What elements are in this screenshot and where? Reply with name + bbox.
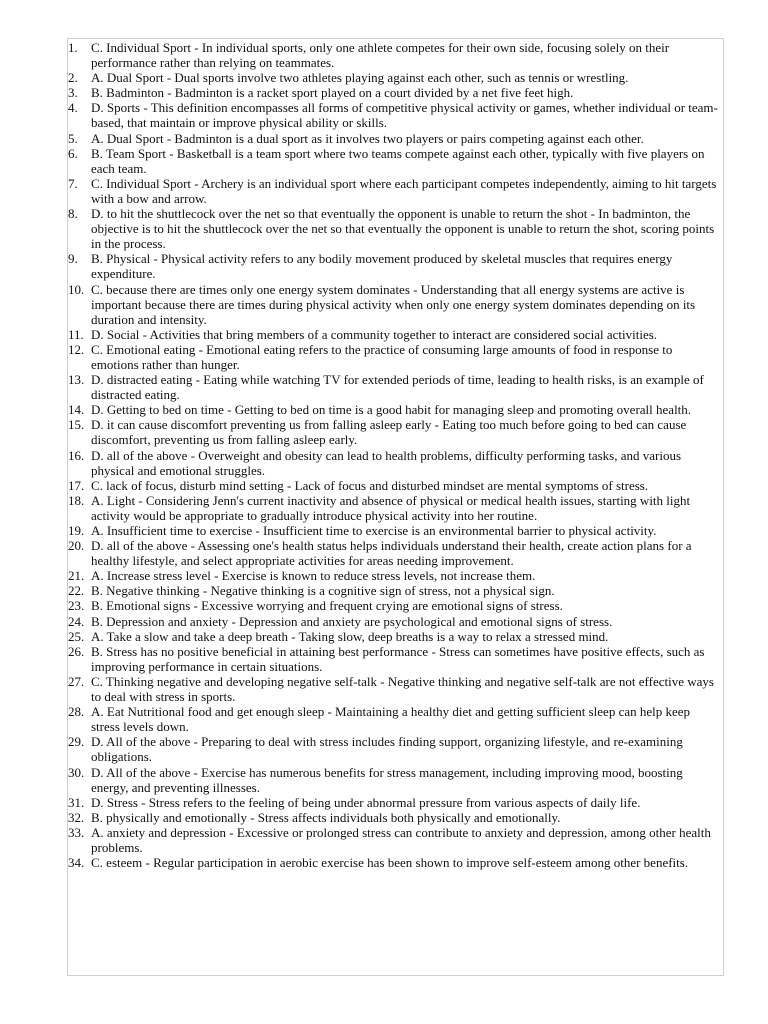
item-number: 15. [68,417,85,433]
item-text: B. Depression and anxiety - Depression and anxiety are psychological and emotional signs of stress. [91,613,613,629]
answer-item [68,493,719,523]
item-number: 22. [68,583,85,599]
answer-item [68,674,719,704]
answer-item [68,538,719,568]
item-text: B. Physical - Physical activity refers to any bodily movement produced by skeletal muscles that requires energy expenditure. [91,251,673,282]
answer-item [68,795,719,810]
item-number: 20. [68,538,85,554]
item-text: A. Increase stress level - Exercise is known to reduce stress levels, not increase them. [91,568,536,584]
answer-item [68,583,719,598]
answer-item [68,146,719,176]
item-number: 28. [68,704,85,720]
item-text: C. Individual Sport - Archery is an individual sport where each participant competes independently, aiming to hit targets with a bow and arrow. [91,175,717,206]
answer-item [68,855,719,870]
item-text: A. Insufficient time to exercise - Insufficient time to exercise is an environmental barrier to physical activity. [91,523,657,538]
item-number: 3. [68,85,78,101]
item-number: 24. [68,613,85,629]
answer-item [68,614,719,629]
item-text: D. Sports - This definition encompasses all forms of competitive physical activity or games, whether individual or team-based, that maintain or improve physical ability or skills. [91,100,718,131]
item-number: 23. [68,598,85,614]
answer-item [68,765,719,795]
answer-item [68,644,719,674]
item-text: C. because there are times only one energy system dominates - Understanding that all energy systems are active is important because there are times during physical activity when only one energy system dominates depending on its duration and intensity. [91,281,696,327]
answer-item [68,70,719,85]
item-text: A. Eat Nutritional food and get enough sleep - Maintaining a healthy diet and getting sufficient sleep can help keep stress levels down. [91,704,691,735]
item-number: 6. [68,145,78,161]
item-text: B. physically and emotionally - Stress affects individuals both physically and emotionally. [91,809,561,825]
item-number: 25. [68,628,85,644]
item-text: C. lack of focus, disturb mind setting - Lack of focus and disturbed mindset are mental symptoms of stress. [91,477,649,493]
item-text: C. esteem - Regular participation in aerobic exercise has been shown to improve self-esteem among other benefits. [91,855,689,871]
item-number: 14. [68,402,85,418]
item-number: 29. [68,734,85,750]
item-text: D. all of the above - Overweight and obesity can lead to health problems, difficulty performing tasks, and various physical and emotional struggles. [91,447,682,478]
answer-item [68,176,719,206]
item-number: 1. [68,40,78,55]
item-number: 2. [68,70,78,86]
answer-item [68,402,719,417]
item-number: 34. [68,855,85,871]
item-number: 18. [68,492,85,508]
item-text: D. Stress - Stress refers to the feeling of being under abnormal pressure from various aspects of daily life. [91,794,641,810]
answer-item [68,100,719,130]
answer-item [68,734,719,764]
item-text: A. Take a slow and take a deep breath - Taking slow, deep breaths is a way to relax a stressed mind. [91,628,609,644]
answer-item [68,478,719,493]
item-text: C. Individual Sport - In individual sports, only one athlete competes for their own side, focusing solely on their performance rather than relying on teammates. [91,40,670,71]
item-number: 33. [68,824,85,840]
answer-item [68,629,719,644]
answer-item [68,342,719,372]
item-number: 17. [68,477,85,493]
item-number: 4. [68,100,78,116]
item-text: A. Dual Sport - Dual sports involve two athletes playing against each other, such as tennis or wrestling. [91,70,629,86]
answer-item [68,825,719,855]
item-text: A. anxiety and depression - Excessive or prolonged stress can contribute to anxiety and depression, among other health problems. [91,824,711,855]
item-text: D. distracted eating - Eating while watching TV for extended periods of time, leading to health risks, is an example of distracted eating. [91,372,704,403]
answer-item [68,131,719,146]
answer-item [68,704,719,734]
item-number: 21. [68,568,85,584]
item-text: D. all of the above - Assessing one's health status helps individuals understand their health, create action plans for a healthy lifestyle, and select appropriate activities for areas needing improvement. [91,538,692,569]
answer-item [68,327,719,342]
item-text: D. Getting to bed on time - Getting to bed on time is a good habit for managing sleep and promoting overall health. [91,402,692,418]
item-number: 11. [68,326,84,342]
answer-item [68,251,719,281]
item-number: 16. [68,447,85,463]
item-text: B. Badminton - Badminton is a racket sport played on a court divided by a net five feet high. [91,85,574,101]
answer-item [68,810,719,825]
item-number: 8. [68,206,78,222]
answer-item [68,568,719,583]
item-number: 30. [68,764,85,780]
answer-item [68,206,719,251]
answer-item [68,40,719,70]
item-text: D. All of the above - Preparing to deal with stress includes finding support, organizing lifestyle, and re-examining obligations. [91,734,683,765]
item-number: 5. [68,130,78,146]
item-text: A. Dual Sport - Badminton is a dual sport as it involves two players or pairs competing against each other. [91,130,644,146]
answer-item [68,85,719,100]
item-number: 19. [68,523,85,538]
item-text: D. it can cause discomfort preventing us from falling asleep early - Eating too much before going to bed can cause discomfort, preventing us from falling asleep early. [91,417,687,448]
item-number: 32. [68,809,85,825]
answer-item [68,372,719,402]
item-text: D. to hit the shuttlecock over the net so that eventually the opponent is unable to return the shot - In badminton, the objective is to hit the shuttlecock over the net so that eventually the opponent is unable to return the shot, scoring points in the process. [91,206,715,252]
item-text: B. Stress has no positive beneficial in attaining best performance - Stress can sometimes have positive effects, such as improving performance in certain situations. [91,643,705,674]
item-text: C. Thinking negative and developing negative self-talk - Negative thinking and negative self-talk are not effective ways to deal with stress in sports. [91,673,714,705]
answer-item [68,523,719,538]
answer-list [68,40,719,870]
item-number: 12. [68,341,85,357]
item-text: D. All of the above - Exercise has numerous benefits for stress management, including improving mood, boosting energy, and preventing illnesses. [91,764,683,795]
answer-item [68,598,719,613]
item-number: 7. [68,175,78,191]
item-text: B. Team Sport - Basketball is a team sport where two teams compete against each other, typically with five players on each team. [91,145,705,176]
answer-key-page [67,38,724,976]
item-text: A. Light - Considering Jenn's current inactivity and absence of physical or medical health issues, starting with light activity would be appropriate to gradually introduce physical activity into her routine. [91,492,691,523]
item-number: 26. [68,643,85,659]
answer-item [68,282,719,327]
item-number: 13. [68,372,85,388]
item-text: D. Social - Activities that bring members of a community together to interact are considered social activities. [91,326,658,342]
item-number: 27. [68,673,85,689]
item-number: 10. [68,281,85,297]
item-text: C. Emotional eating - Emotional eating refers to the practice of consuming large amounts of food in response to emotions rather than hunger. [91,341,673,372]
item-number: 31. [68,794,85,810]
answer-item [68,417,719,447]
item-text: B. Negative thinking - Negative thinking is a cognitive sign of stress, not a physical sign. [91,583,555,599]
answer-item [68,448,719,478]
item-number: 9. [68,251,78,267]
item-text: B. Emotional signs - Excessive worrying and frequent crying are emotional signs of stress. [91,598,563,614]
